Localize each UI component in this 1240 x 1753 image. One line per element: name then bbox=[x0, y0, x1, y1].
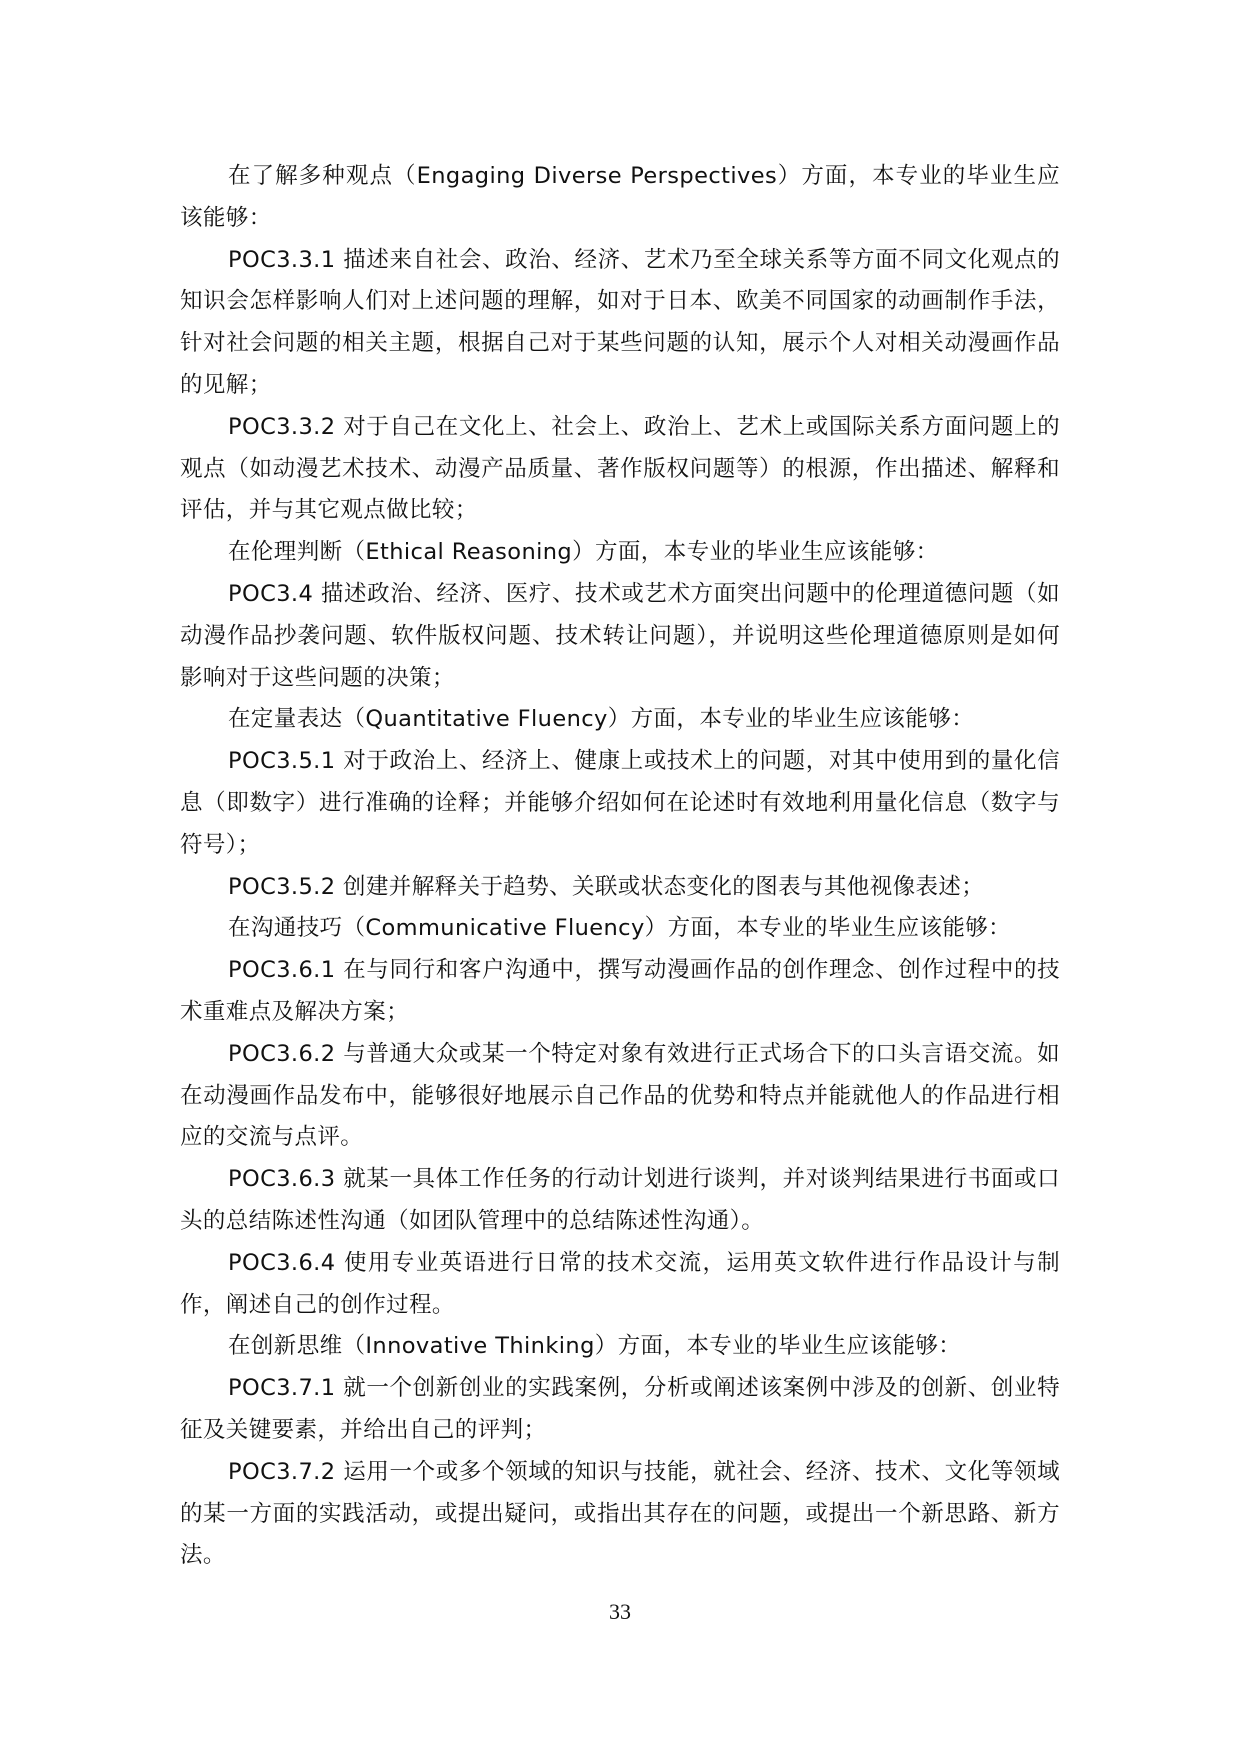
paragraph-poc-3-6-1: POC3.6.1 在与同行和客户沟通中，撰写动漫画作品的创作理念、创作过程中的技术重难点及解决方案； bbox=[180, 957, 1060, 1025]
paragraph-ethical-reasoning-intro: 在伦理判断（Ethical Reasoning）方面，本专业的毕业生应该能够： bbox=[228, 539, 939, 566]
page-number: 33 bbox=[609, 1599, 631, 1624]
paragraph-poc-3-4: POC3.4 描述政治、经济、医疗、技术或艺术方面突出问题中的伦理道德问题（如动漫作品抄袭问题、软件版权问题、技术转让问题），并说明这些伦理道德原则是如何影响对于这些问题的决策； bbox=[180, 580, 1060, 691]
paragraph-poc-3-5-2: POC3.5.2 创建并解释关于趋势、关联或状态变化的图表与其他视像表述； bbox=[228, 873, 985, 900]
paragraph-quantitative-fluency-intro: 在定量表达（Quantitative Fluency）方面，本专业的毕业生应该能够： bbox=[228, 706, 975, 733]
paragraph-poc-3-7-1: POC3.7.1 就一个创新创业的实践案例，分析或阐述该案例中涉及的创新、创业特征及关键要素，并给出自己的评判； bbox=[180, 1375, 1060, 1443]
paragraph-poc-3-5-1: POC3.5.1 对于政治上、经济上、健康上或技术上的问题，对其中使用到的量化信息（即数字）进行准确的诠释；并能够介绍如何在论述时有效地利用量化信息（数字与符号）； bbox=[180, 748, 1060, 858]
paragraph-poc-3-3-2: POC3.3.2 对于自己在文化上、社会上、政治上、艺术上或国际关系方面问题上的观点（如动漫艺术技术、动漫产品质量、著作版权问题等）的根源，作出描述、解释和评估，并与其它观点做比较； bbox=[180, 413, 1060, 524]
paragraph-poc-3-6-2: POC3.6.2 与普通大众或某一个特定对象有效进行正式场合下的口头言语交流。如在动漫画作品发布中，能够很好地展示自己作品的优势和特点并能就他人的作品进行相应的交流与点评。 bbox=[180, 1040, 1060, 1151]
paragraph-innovative-thinking-intro: 在创新思维（Innovative Thinking）方面，本专业的毕业生应该能够： bbox=[228, 1333, 962, 1360]
paragraph-poc-3-7-2: POC3.7.2 运用一个或多个领域的知识与技能，就社会、经济、技术、文化等领域的某一方面的实践活动，或提出疑问，或指出其存在的问题，或提出一个新思路、新方法。 bbox=[180, 1458, 1060, 1569]
paragraph-communicative-fluency-intro: 在沟通技巧（Communicative Fluency）方面，本专业的毕业生应该能够： bbox=[228, 915, 1012, 942]
paragraph-poc-3-3-1: POC3.3.1 描述来自社会、政治、经济、艺术乃至全球关系等方面不同文化观点的知识会怎样影响人们对上述问题的理解，如对于日本、欧美不同国家的动画制作手法，针对社会问题的相关主题，根据自己对于某些问题的认知，展示个人对相关动漫画作品的见解； bbox=[180, 246, 1060, 398]
paragraph-poc-3-6-3: POC3.6.3 就某一具体工作任务的行动计划进行谈判，并对谈判结果进行书面或口头的总结陈述性沟通（如团队管理中的总结陈述性沟通）。 bbox=[180, 1166, 1060, 1234]
body-text bbox=[180, 156, 1060, 1577]
paragraph-poc-3-6-4: POC3.6.4 使用专业英语进行日常的技术交流，运用英文软件进行作品设计与制作，阐述自己的创作过程。 bbox=[180, 1249, 1060, 1318]
paragraph-diverse-perspectives-intro: 在了解多种观点（Engaging Diverse Perspectives）方面，本专业的毕业生应该能够： bbox=[180, 163, 1060, 231]
